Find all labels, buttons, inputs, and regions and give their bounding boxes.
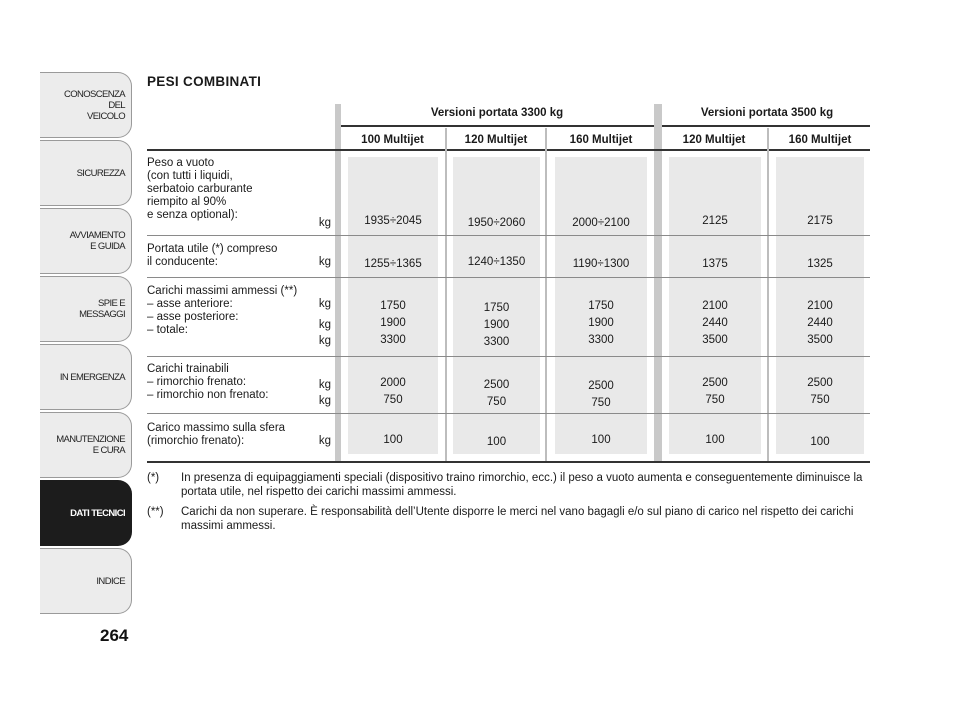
group-header-3300: Versioni portata 3300 kg — [430, 107, 564, 119]
row-label-carichi-trainabili: Carichi trainabili – rimorchio frenato: – rimorchio non frenato: kg kg — [147, 363, 331, 407]
table-cell: 100 — [486, 436, 507, 448]
table-cell: 2125 — [702, 215, 728, 227]
footnote-1: (*) In presenza di equipaggiamenti speciali (dispositivo traino rimorchio, ecc.) il peso a vuoto aumenta e conseguentemente diminuisce la portata utile, nel rispetto dei carichi massimi ammessi. — [147, 472, 863, 498]
row-label-peso-a-vuoto: Peso a vuoto (con tutti i liquidi, serbatoio carburante riempito al 90% e senza optional): kg — [147, 157, 331, 229]
table-cell: 2500 750 — [807, 377, 833, 406]
column-header: 120 Multijet — [464, 134, 528, 146]
table-cell: 100 — [705, 434, 725, 446]
column-header: 160 Multijet — [569, 134, 633, 146]
table-cell: 1750 1900 3300 — [380, 300, 406, 346]
header-rule — [341, 125, 654, 127]
table-cell: 1325 — [807, 258, 833, 270]
tab-spie-e-messaggi[interactable]: SPIE E MESSAGGI — [40, 276, 132, 342]
section-title: PESI COMBINATI — [147, 74, 262, 89]
table-cell: 100 — [810, 436, 830, 448]
table-cell: 2500 750 — [483, 379, 510, 408]
table-cell: 2175 — [807, 215, 833, 227]
group-separator — [654, 104, 662, 462]
table-cell: 2100 2440 3500 — [702, 300, 728, 346]
tab-sicurezza[interactable]: SICUREZZA — [40, 140, 132, 206]
row-separator — [147, 235, 870, 236]
row-label-portata-utile: Portata utile (*) compreso il conducente: kg — [147, 243, 331, 268]
table-cell: 2000 750 — [380, 377, 406, 406]
column-header: 160 Multijet — [788, 134, 852, 146]
table-cell: 1255÷1365 — [364, 258, 422, 270]
table-cell: 1375 — [702, 258, 728, 270]
table-cell: 1240÷1350 — [467, 256, 526, 268]
table-cell: 1935÷2045 — [364, 215, 422, 227]
header-rule — [662, 125, 870, 127]
table-cell: 100 — [591, 434, 611, 446]
table-cell: 2500 750 — [702, 377, 728, 406]
tab-manutenzione-e-cura[interactable]: MANUTENZIONE E CURA — [40, 412, 132, 478]
column-divider — [445, 128, 447, 462]
table-cell: 2100 2440 3500 — [807, 300, 833, 346]
column-header: 100 Multijet — [361, 134, 424, 146]
table-cell: 2500 750 — [588, 380, 614, 409]
tab-conoscenza-del-veicolo[interactable]: CONOSCENZA DEL VEICOLO — [40, 72, 132, 138]
row-separator — [147, 413, 870, 414]
tab-indice[interactable]: INDICE — [40, 548, 132, 614]
column-divider — [767, 128, 769, 462]
row-label-carichi-massimi: Carichi massimi ammessi (**) – asse anteriore: – asse posteriore: – totale: kg kg kg — [147, 285, 331, 347]
column-header: 120 Multijet — [682, 134, 746, 146]
table-cell: 100 — [383, 434, 403, 446]
table-cell: 1950÷2060 — [467, 217, 526, 229]
tab-in-emergenza[interactable]: IN EMERGENZA — [40, 344, 132, 410]
table-cell: 2000÷2100 — [572, 217, 630, 229]
table-bottom-rule — [147, 461, 870, 463]
row-label-carico-sfera: Carico massimo sulla sfera (rimorchio frenato): kg — [147, 422, 331, 447]
tab-dati-tecnici[interactable]: DATI TECNICI — [40, 480, 132, 546]
column-divider — [545, 128, 547, 462]
table-cell: 1750 1900 3300 — [588, 300, 614, 346]
group-header-3500: Versioni portata 3500 kg — [700, 107, 834, 119]
group-separator — [335, 104, 341, 462]
tab-avviamento-e-guida[interactable]: AVVIAMENTO E GUIDA — [40, 208, 132, 274]
table-cell: 1190÷1300 — [572, 258, 630, 270]
footnote-2: (**) Carichi da non superare. È responsabilità dell’Utente disporre le merci nel vano bagagli e/o sul piano di carico nel rispetto dei carichi massimi ammessi. — [147, 506, 854, 532]
row-separator — [147, 277, 870, 278]
page-number: 264 — [100, 626, 129, 645]
row-separator — [147, 356, 870, 357]
table-cell: 1750 1900 3300 — [483, 302, 510, 348]
